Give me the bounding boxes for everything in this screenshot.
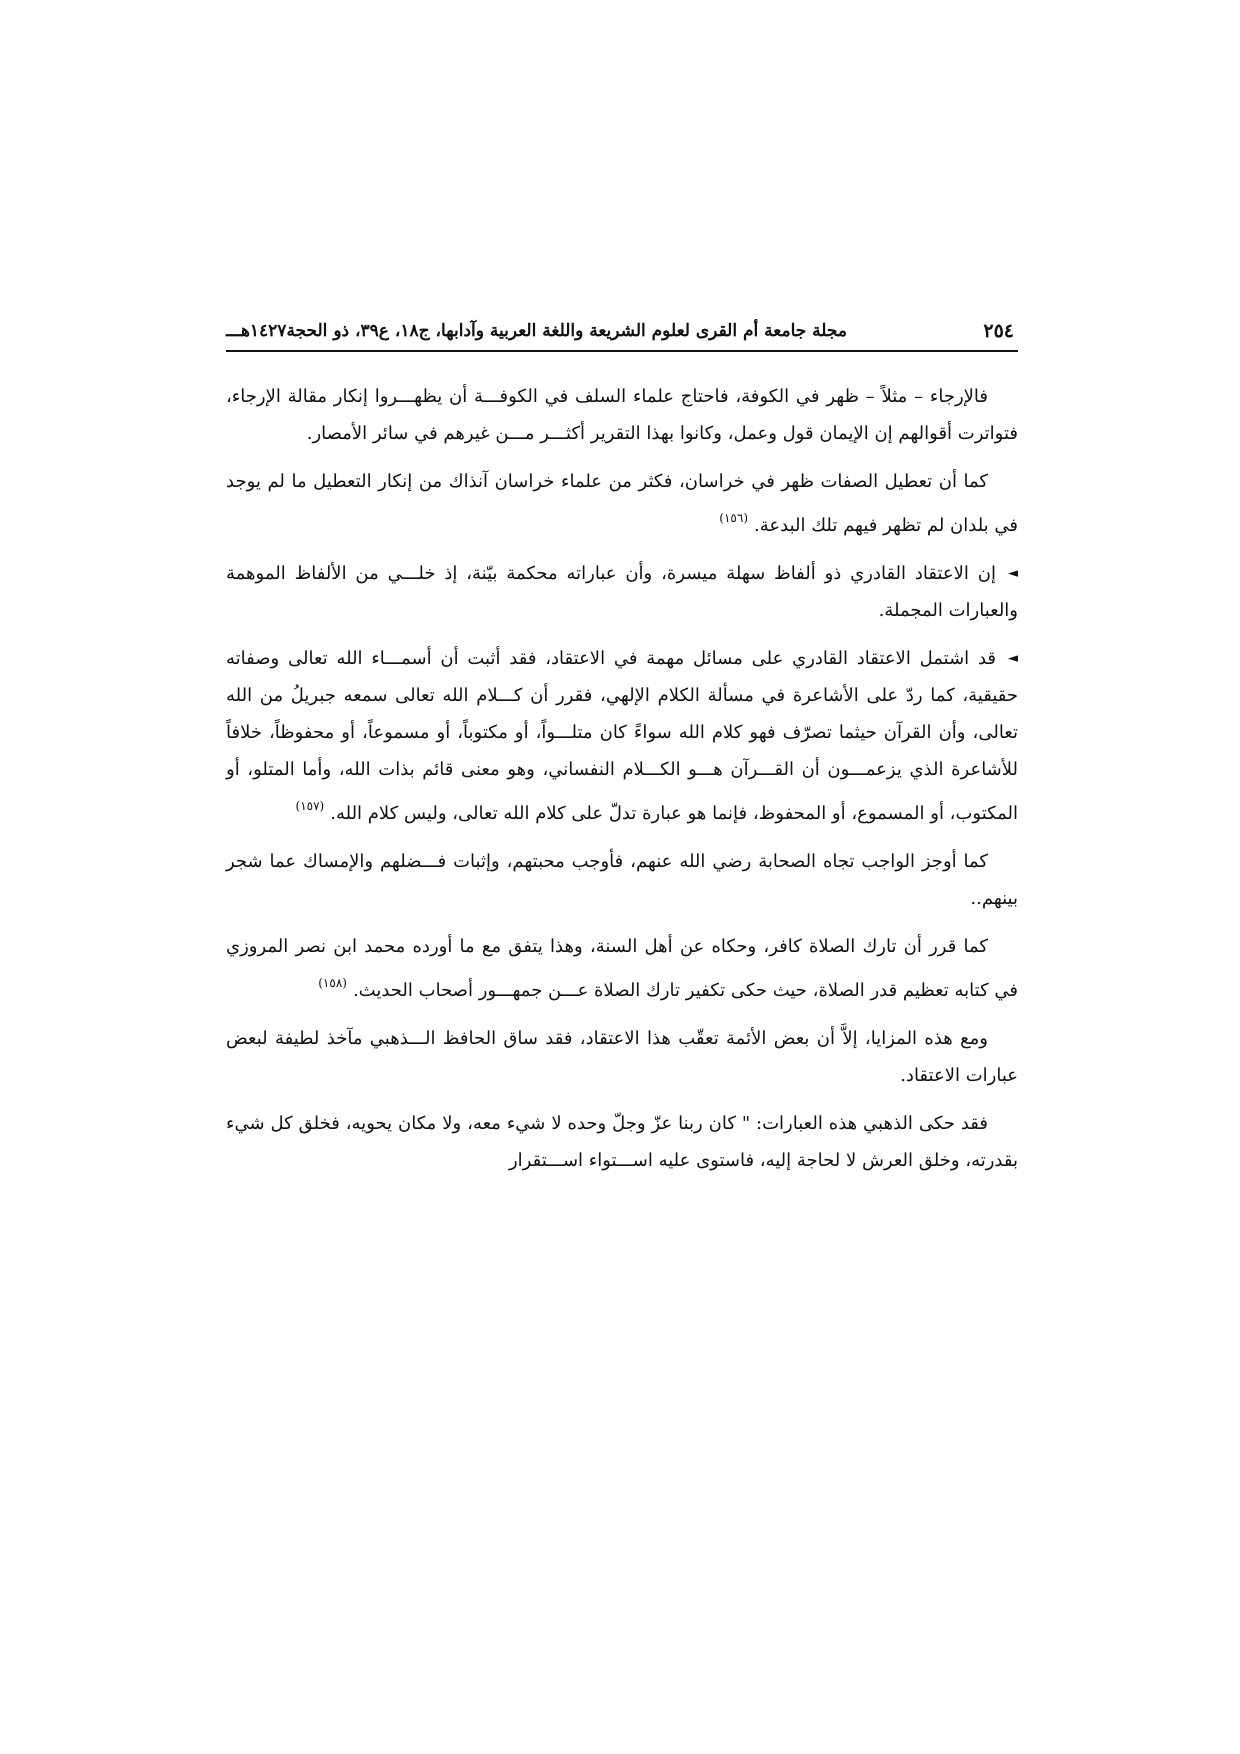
paragraph-text: قد اشتمل الاعتقاد القادري على مسائل مهمة في الاعتقاد، فقد أثبت أن أسمـــاء الله تعالى وصفاته حقيقية، كما ردّ على الأشاعرة في مسألة الكلام الإلهي، فقرر أن كـــلام الله تعالى سمعه جبريلُ من الله تعالى، وأن القرآن حيثما تصرّف فهو كلام الله سواءً كان متلـــواً، أو مكتوباً، أو مسموعاً، أو محفوظاً، خلافاً للأشاعرة الذي يزعمـــون أن القـــرآن هـــو الكـــلام النفساني، وهو معنى قائم بذات الله، وأما المتلو، أو المكتوب، أو المسموع، أو المحفوظ، فإنما هو عبارة تدلّ على كلام الله تعالى، وليس كلام الله. xyxy=(226,648,1019,824)
body-text xyxy=(226,378,1018,1190)
journal-title: مجلة جامعة أم القرى لعلوم الشريعة واللغة العربية وآدابها، ج١٨، ع٣٩، ذو الحجة١٤٢٧هـــ xyxy=(226,321,848,341)
paragraph-text: إن الاعتقاد القادري ذو ألفاظ سهلة ميسرة، وأن عباراته محكمة بيّنة، إذ خلـــي من الألفاظ الموهمة والعبارات المجملة. xyxy=(226,563,1018,621)
bullet-arrow-icon: ◄ xyxy=(1008,651,1018,666)
running-header xyxy=(226,316,1018,352)
footnote-reference[interactable]: (١٥٧) xyxy=(295,799,325,813)
paragraph-text: كما أوجز الواجب تجاه الصحابة رضي الله عنهم، فأوجب محبتهم، وإثبات فـــضلهم والإمساك عما شجر بينهم.. xyxy=(226,851,1018,909)
bullet-paragraph xyxy=(226,555,1018,629)
paragraph-text: كما أن تعطيل الصفات ظهر في خراسان، فكثر من علماء خراسان آنذاك من إنكار التعطيل ما لم يوجد في بلدان لم تظهر فيهم تلك البدعة. xyxy=(226,471,1018,536)
paragraph xyxy=(226,928,1018,1009)
paragraph xyxy=(226,1105,1018,1179)
paragraph-text: كما قرر أن تارك الصلاة كافر، وحكاه عن أهل السنة، وهذا يتفق مع ما أورده محمد ابن نصر المروزي في كتابه تعظيم قدر الصلاة، حيث حكى تكفير تارك الصلاة عـــن جمهـــور أصحاب الحديث. xyxy=(226,936,1018,1001)
paragraph xyxy=(226,843,1018,917)
footnote-reference[interactable]: (١٥٨) xyxy=(318,976,347,990)
paragraph-text: فقد حكى الذهبي هذه العبارات: " كان ربنا عزّ وجلّ وحده لا شيء معه، ولا مكان يحويه، فخلق كل شيء بقدرته، وخلق العرش لا لحاجة إليه، فاستوى عليه اســـتواء اســـتقرار xyxy=(226,1113,1018,1171)
page-number: ٢٥٤ xyxy=(983,320,1014,342)
paragraph xyxy=(226,1020,1018,1094)
bullet-paragraph xyxy=(226,640,1018,832)
bullet-arrow-icon: ◄ xyxy=(1008,566,1018,581)
paragraph-text: فالإرجاء – مثلاً – ظهر في الكوفة، فاحتاج علماء السلف في الكوفـــة أن يظهـــروا إنكار مقالة الإرجاء، فتواترت أقوالهم إن الإيمان قول وعمل، وكانوا بهذا التقرير أكثـــر مـــن غيرهم في سائر الأمصار. xyxy=(226,386,1018,444)
paragraph-text: ومع هذه المزايا، إلاَّ أن بعض الأئمة تعقّب هذا الاعتقاد، فقد ساق الحافظ الـــذهبي مآخذ لطيفة لبعض عبارات الاعتقاد. xyxy=(226,1028,1018,1086)
paragraph xyxy=(226,378,1018,452)
footnote-reference[interactable]: (١٥٦) xyxy=(719,511,749,525)
paragraph xyxy=(226,463,1018,544)
